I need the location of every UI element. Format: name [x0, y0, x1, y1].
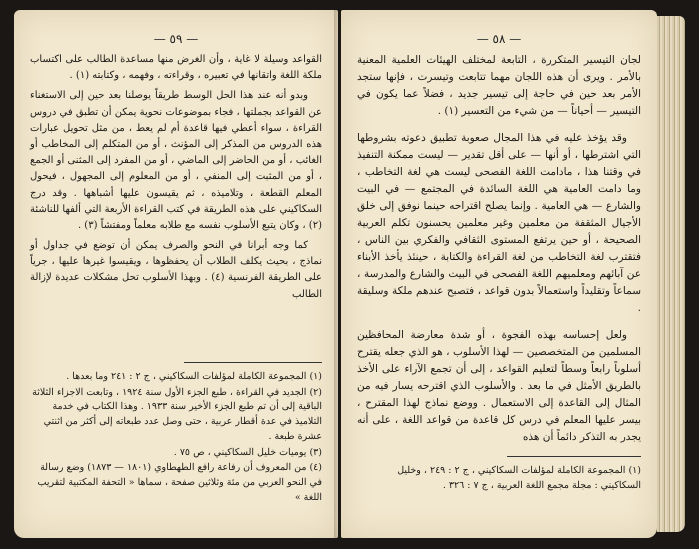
- right-paragraph: وقد يؤخذ عليه في هذا المجال صعوبة تطبيق دعوته بشروطها التي اشترطها ، أو أنها — على أقل تقدير — ليست ممكنة التنفيذ في وقتنا هذا ، مادامت اللغة الفصحى ليست هي لغة التخاطب ، وما دامت العامية هي اللغة السائدة في المجتمع — في البيت والشارع — هي العامية . وإنما يصلح اقتراحه حينما نوفق إلى خلق الأجيال المثقفة من معلمين وغير معلمين يحسنون تكلم العربية الصحيحة ، أو حين يرتفع المستوى الثقافي والفكري بين الناس ، فتقترب لغة التخاطب من لغة القراءة والكتابة ، حينئذ يأخذ الأبناء عن آبائهم ومعلميهم اللغة الفصحى في البيت والشارع والمدرسة ، سماعاً وتقليداً واستعمالاً بدون قواعد ، فتصبح عندهم ملكة وسليقة .: [357, 132, 641, 314]
- left-paragraph: كما وجه أبرانا في النحو والصرف يمكن أن توضع في جداول أو نماذج ، بحيث يكلف الطلاب أن يحفظوها ، ويقيسوا غيرها عليها ، جرياً على الطريقة الفرنسية (٤) . وبهذا الأسلوب تحل مشكلات عديدة لإزالة الطالب: [30, 240, 322, 300]
- footnote: (١) المجموعة الكاملة لمؤلفات السكاكيني ، ج ٢ : ٢٤٩ ، وخليل السكاكيني : مجلة مجمع اللغة العربية ، ج ٧ : ٣٢٦ .: [397, 465, 641, 491]
- footnote: (٣) يوميات خليل السكاكيني ، ص ٧٥ .: [173, 446, 322, 458]
- footnote: (١) المجموعة الكاملة لمؤلفات السكاكيني ، ج ٢ : ٢٤١ وما بعدها .: [66, 371, 322, 382]
- page-edges: [657, 16, 685, 532]
- left-paragraph: القواعد وسيلة لا غاية ، وأن الغرض منها مساعدة الطالب على اكتساب ملكة اللغة واتقانها في تعبيره ، وقراءته ، وفهمه ، وكتابته (١) .: [30, 54, 322, 82]
- right-page: [341, 10, 657, 538]
- footnote: (٢) الجديد في القراءة ، طبع الجزء الأول سنة ١٩٢٤ ، وتابعت الاجزاء الثلاثة الباقية إلى أن تم طبع الجزء الأخير سنة ١٩٣٣ . وهذا الكتاب في خدمة التلاميذ في عدة أقطار عربية ، حتى وصل عدد طبعاته إلى أكثر من اثنتي عشرة طبعة .: [32, 386, 322, 442]
- left-footnotes: [30, 370, 322, 530]
- left-paragraph: وبدو أنه عند هذا الحل الوسط طريقاً يوصلنا بعد حين إلى الاستغناء عن القواعد بجملتها ، فجاء بموضوعات نحوية يمكن أن تطبق في دروس القراءة ، سواء أعطي فيها قاعدة أم لم يعط ، من مثل تحويل عبارات هذه الدروس من المذكر إلى المؤنث ، أو من المتكلم إلى المخاطب أو الغائب ، أو من الحاضر إلى الماضي ، أو من المفرد إلى المثنى أو الجمع ، أو من المثبت إلى المنفي ، أو من المعلوم إلى المجهول ، فيحول المعلم القطعة ، وتلاميذه ، ثم يقيسون عليها أشباهها . وقد درج السكاكيني على هذه الطريقة في كتب القراءة الأربعة التي ألفها للناشئة (٢) ، وكان يتبع الأسلوب نفسه مع طلابه معلماً ومفتشاً (٣) .: [30, 90, 322, 231]
- right-body-text: [357, 52, 641, 452]
- right-footnotes: [357, 464, 641, 524]
- right-paragraph: ولعل إحساسه بهذه الفجوة ، أو شدة معارضة المحافظين المسلمين من المتخصصين — لهذا الأسلوب ، هو الذي جعله يقترح أسلوباً رابعاً وسطاً لتعليم القواعد ، إلى أن تجمع الآراء على الأخذ بالطريق الأمثل في ما بعد . والأسلوب الذي اقترحه يسار فيه من المثال إلى القاعدة إلى الاستعمال . ووضع نماذج لهذا المقترح ، بيسر عليها المعلم في درس كل قاعدة من قواعد اللغة ، على أنه يجدر به التذكر دائماً أن هذه: [357, 329, 641, 443]
- left-page-number: — ٥٩ —: [153, 32, 199, 46]
- left-page: [14, 10, 338, 538]
- footnote-divider: [507, 456, 641, 457]
- footnote: (٤) من المعروف أن رفاعة رافع الطهطاوي (١٨٠١ — ١٨٧٣) وضع رسالة في النحو العربي من مئة وثلاثين صفحة ، سماها « التحفة المكتبية لتقريب اللغة »: [37, 462, 322, 503]
- footnote-divider: [184, 362, 322, 363]
- right-page-number: — ٥٨ —: [476, 32, 522, 46]
- right-paragraph: لجان التيسير المتكررة ، التابعة لمختلف الهيئات العلمية المعنية بالأمر . ويرى أن هذه اللجان مهما تتابعت وتيسرت ، فإنها ستجد الأمر بعد حين في حاجة إلى تيسير جديد ، فضلاً عما يكون في التيسير — أحياناً — من شيء من التعسير (١) .: [357, 54, 641, 117]
- left-body-text: [30, 52, 322, 340]
